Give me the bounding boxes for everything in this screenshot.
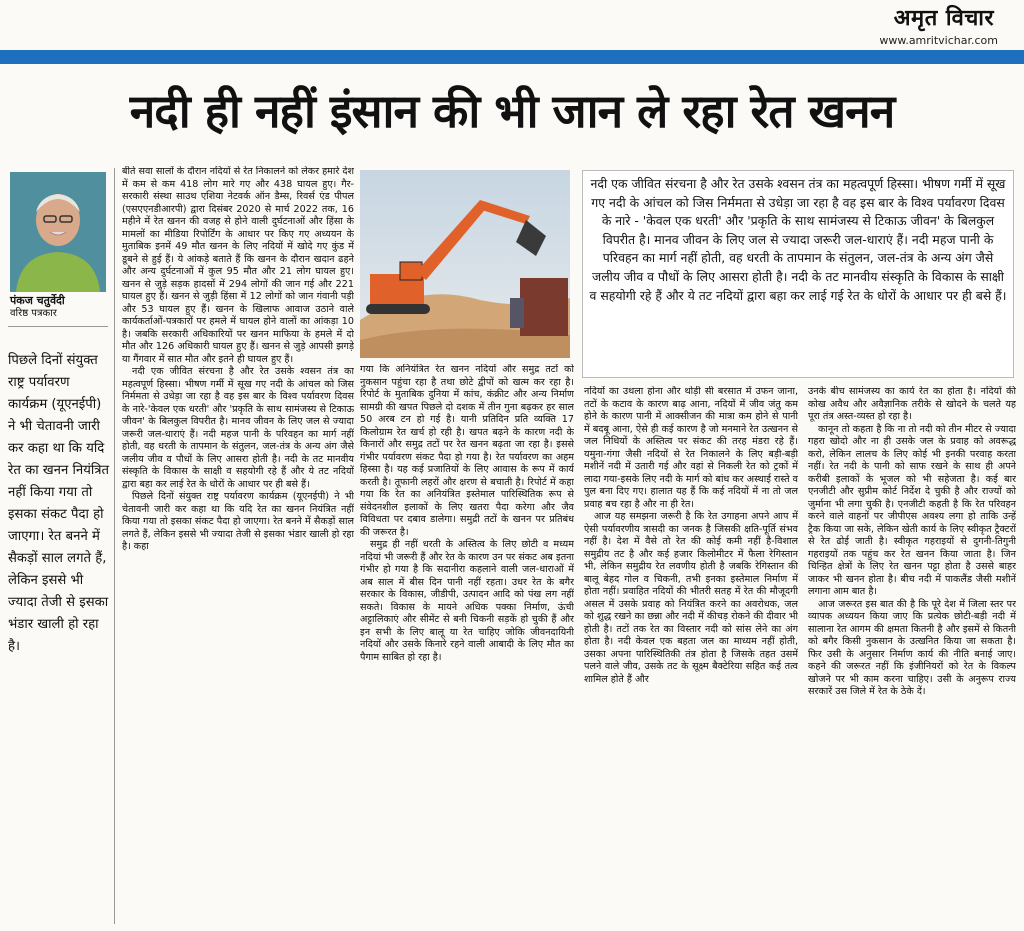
- masthead-rule: [0, 50, 1024, 64]
- column-divider: [114, 168, 115, 924]
- paragraph: नदियों का उथला होना और थोड़ी सी बरसात में उफन जाना, तटों के कटाव के कारण बाढ़ आना, नदियों में जीव जंतु कम होने के कारण पानी में आक्सीजन की मात्रा कम होने से पानी में बदबू आना, ऐसे ही कई कारण है जो मनमाने रेत उत्खनन से जल निधियों के अस्तित्व पर संकट की तरह मंडरा रहे हैं। यमुना-गंगा जैसी नदियों से रेत निकालने के लिए बड़ी-बड़ी मशीनें नदी में उतारी गई और वहां से निकली रेत को ट्रकों में लादा गया-इसके लिए नदी के मार्ग को बांध कर अस्थाई रास्ते व पुल बना दिए गए। हालात यह हैं कि कई नदियों में ना तो जल प्रवाह बच रहा है और ना ही रेत।: [584, 386, 798, 510]
- excavator-photo-icon: [360, 170, 570, 358]
- divider: [8, 326, 108, 327]
- paragraph: नदी एक जीवित संरचना है और रेत उसके श्वसन तंत्र का महत्वपूर्ण हिस्सा। भीषण गर्मी में सूख गए नदी के आंचल को जिस निर्ममता से उधेड़ा जा रहा है वह इस बार के विश्व पर्यावरण दिवस के नारे-'केवल एक धरती' और 'प्रकृति के साथ सामंजस्य से टिकाऊ जीवन' के बिलकुल विपरीत है। मानव जीवन के लिए जल से ज्यादा जरूरी जल-धाराएं हैं। नदी महज पानी के परिवहन का मार्ग नहीं होती, वह धरती के तापमान के संतुलन, जल-तंत्र के अन्य अंग जैसे जलीय जीव व पौधों के लिए आसरा होती है। नदी के तट मानवीय संस्कृति के विकास के साक्षी व सहयोगी रहे हैं और ये तट नदियों द्वारा बहा कर लाई रेत के धोरों के आधार पर ही बसे हैं।: [122, 366, 354, 490]
- newspaper-logo: अमृत विचार: [893, 6, 994, 31]
- article-column-3: [584, 386, 798, 926]
- paragraph: समुद्र ही नहीं धरती के अस्तित्व के लिए छोटी व मध्यम नदियां भी जरूरी हैं और रेत के कारण उन पर संकट अब इतना गंभीर हो गया है कि सदानीरा कहलाने वाली जल-धाराओं में अब साल में बीस दिन पानी नहीं रहता। उधर रेत के बगैर सरकार के विकास, जीडीपी, उत्पादन आदि को पंख लग नहीं सकते। विकास के मायने अधिक पक्का निर्माण, ऊंची अट्टालिकाएं और सीमेंट से बनी चिकनी सड़कें हो चुकी हैं और इन सभी के लिए बालू या रेत चाहिए जोकि जीवनदायिनी नदियों और उसके किनारे रहने वाली आबादी के लिए मौत का पैगाम साबित हो रहा है।: [360, 539, 574, 663]
- article-column-4: [808, 386, 1016, 926]
- paragraph: पिछले दिनों संयुक्त राष्ट्र पर्यावरण कार्यक्रम (यूएनईपी) ने भी चेतावनी जारी कर कहा था कि यदि रेत का खनन नियंत्रित नहीं किया गया तो इसका संकट पैदा हो जाएगा। रेत बनने में सैकड़ों साल लगते हैं, लेकिन इससे भी ज्यादा तेजी से इसका भंडार खाली हो रहा है। कहा: [122, 491, 354, 552]
- website-url[interactable]: www.amritvichar.com: [879, 34, 998, 47]
- byline: [10, 294, 106, 320]
- paragraph: आज जरूरत इस बात की है कि पूरे देश में जिला स्तर पर व्यापक अध्ययन किया जाए कि प्रत्येक छोटी-बड़ी नदी में सालाना रेत आगम की क्षमता कितनी है और इसमें से कितनी को बगैर किसी नुकसान के उत्खनित किया जा सकता है। फिर उसी के अनुसार निर्माण कार्य की नीति बनाई जाए। कहने की जरूरत नहीं कि इंजीनियरों को रेत के विकल्प खोजने पर भी काम करना चाहिए। उसी के अनुरूप राज्य सरकारें उस जिले में रेत के ठेके दें।: [808, 598, 1016, 697]
- article-column-2: [360, 364, 574, 926]
- excavator-photo: [360, 170, 570, 358]
- author-portrait: [10, 172, 106, 292]
- paragraph: कानून तो कहता है कि ना तो नदी को तीन मीटर से ज्यादा गहरा खोदो और ना ही उसके जल के प्रवाह को अवरूद्ध करो, लेकिन लालच के लिए कोई भी इनकी परवाह करता नहीं। रेत नदी के पानी को साफ रखने के साथ ही अपने करीबी इलाकों के भूजल को भी सहेजता है। कई बार एनजीटी और सुप्रीम कोर्ट निर्देश दे चुकी है और राज्यों को जुर्माना भी लगा चुकी है। एनजीटी कहती है कि रेत परिवहन करने वाले वाहनों पर जीपीएस अवश्य लगा हो ताकि उन्हें ट्रैक किया जा सके, लेकिन खेती कार्य के लिए स्वीकृत ट्रैक्टरों से रेत ढोई जाती है। स्वीकृत गहराइयों से दुगनी-तिगुनी गहराइयों तक पहुंच कर रेत खनन किया जाता है। जिन चिन्हित क्षेत्रों के लिए रेत खनन पट्टा होता है उससे बाहर जाकर भी खनन होता है। बीच नदी में पाकलैंड जैसी मशीनें लगाना आम बात है।: [808, 423, 1016, 597]
- article-column-1: [122, 166, 354, 928]
- article-headline: नदी ही नहीं इंसान की भी जान ले रहा रेत खनन: [129, 84, 895, 138]
- author-name: पंकज चतुर्वेदी: [10, 294, 65, 307]
- paragraph: गया कि अनियंत्रित रेत खनन नदियों और समुद्र तटों को नुकसान पहुंचा रहा है तथा छोटे द्वीपों को खत्म कर रहा है। रिपोर्ट के मुताबिक दुनिया में कांच, कंक्रीट और अन्य निर्माण सामग्री की खपत पिछले दो दशक में तीन गुना बढ़कर हर साल 50 अरब टन हो गई है। यानी प्रतिदिन प्रति व्यक्ति 17 किलोग्राम रेत खर्च हो रही है। खपत बढ़ने के कारण नदी के किनारों और समुद्र तटों पर रेत खनन बढ़ता जा रहा है। इससे गंभीर पर्यावरण संकट पैदा हो गया है। रेत पर्यावरण का अहम हिस्सा है। यह कई प्रजातियों के लिए आवास के रूप में कार्य करती है। तूफानी लहरों और क्षरण से बचाती है। रिपोर्ट में कहा गया कि रेत का अनियंत्रित इस्तेमाल पारिस्थितिक रूप से संवेदनशील इलाकों के लिए खतरा पैदा करेगा और जैव विविधता पर दबाव डालेगा। समुद्री तटों के खनन पर प्रतिबंध की जरूरत है।: [360, 364, 574, 538]
- pull-quote: नदी एक जीवित संरचना है और रेत उसके श्वसन तंत्र का महत्वपूर्ण हिस्सा। भीषण गर्मी में सूख गए नदी के आंचल को जिस निर्ममता से उधेड़ा जा रहा है वह इस बार के विश्व पर्यावरण दिवस के नारे - 'केवल एक धरती' और 'प्रकृति के साथ सामंजस्य से टिकाऊ जीवन' के बिलकुल विपरीत है। मानव जीवन के लिए जल से ज्यादा जरूरी जल-धाराएं हैं। नदी महज पानी के परिवहन का मार्ग नहीं होती, वह धरती के तापमान के संतुलन, जल-तंत्र के अन्य अंग जैसे जलीय जीव व पौधों के लिए आसरा होती है। नदी के तट मानवीय संस्कृति के विकास के साक्षी व सहयोगी रहे हैं और ये तट नदियों द्वारा बहा कर लाई गई रेत के धोरों के आधार पर ही बसे हैं।: [582, 170, 1014, 378]
- paragraph: बीते सवा सालों के दौरान नदियों से रेत निकालने को लेकर हमारे देश में कम से कम 418 लोग मारे गए और 438 घायल हुए। गैर-सरकारी संस्था साउथ एशिया नेटवर्क ऑन डैम्स, रिवर्स एंड पीपल (एसएएनडीआरपी) द्वारा दिसंबर 2020 से मार्च 2022 तक, 16 महीने में रेत खनन की वजह से होने वाली दुर्घटनाओं और हिंसा के मामलों का मीडिया रिपोर्टिंग के आधार पर किए गए अध्ययन के मुताबिक इनमें 49 मौत खनन के लिए नदियों में खोदे गए कुंड में डूबने से हुई हैं। ये आंकड़े बताते हैं कि खनन के दौरान खदान ढहने और अन्य दुर्घटनाओं में कुल 95 मौत और 21 लोग घायल हुए। खनन से जुड़े सड़क हादसों में 294 लोगों की जान गई और 221 घायल हुए हैं। खनन से जुड़ी हिंसा में 12 लोगों को जान गंवानी पड़ी और 53 घायल हुए हैं। खनन के खिलाफ आवाज उठाने वाले कार्यकर्ताओं-पत्रकारों पर हमले में घायल होने वालों का आंकड़ा 10 है। जबकि सरकारी अधिकारियों पर खनन माफिया के हमले में दो मौत और 126 अधिकारी घायल हुए हैं। खनन से जुड़े आपसी झगड़े या गैंगवार में सात मौत और इतने ही घायल हुए हैं।: [122, 166, 354, 365]
- author-role: वरिष्ठ पत्रकार: [10, 308, 57, 319]
- author-portrait-icon: [10, 172, 106, 292]
- intro-text: पिछले दिनों संयुक्त राष्ट्र पर्यावरण कार्यक्रम (यूएनईपी) ने भी चेतावनी जारी कर कहा था कि यदि रेत का खनन नियंत्रित नहीं किया गया तो इसका संकट पैदा हो जाएगा। रेत बनने में सैकड़ों साल लगते हैं, लेकिन इससे भी ज्यादा तेजी से इसका भंडार खाली हो रहा है।: [8, 353, 110, 654]
- paragraph: आज यह समझना जरूरी है कि रेत उगाहना अपने आप में ऐसी पर्यावरणीय त्रासदी का जनक है जिसकी क्षति-पूर्ति संभव नहीं है। देश में वैसे तो रेत की कोई कमी नहीं है-विशाल समुद्रीय तट है और कई हजार किलोमीटर में फैला रेगिस्तान भी, लेकिन समुद्रीय रेत लवणीय होती है जबकि रेगिस्तान की बालू बेहद गोल व चिकनी, तभी इनका इस्तेमाल निर्माण में होता नहीं। प्रवाहित नदियों की भीतरी सतह में रेत की मौजूदगी असल में उसके प्रवाह को नियंत्रित करने का अवरोधक, जल को शुद्ध रखने का छन्ना और नदी में कीचड़ रोकने की दीवार भी होती है। तटों तक रेत का विस्तार नदी को सांस लेने का अंग होता है। नदी केवल एक बहता जल का माध्यम नहीं होती, उसका अपना पारिस्थितिकी तंत्र होता है जिसके तहत उसमें पलने वाले जीव, उसके तट के सूक्ष्म बैक्टेरिया सहित कई तत्व शामिल होते हैं और: [584, 511, 798, 685]
- paragraph: उनके बीच सामंजस्य का कार्य रेत का होता है। नदियों की कोख अवैध और अवैज्ञानिक तरीके से खोदने के चलते यह पूरा तंत्र अस्त-व्यस्त हो रहा है।: [808, 386, 1016, 422]
